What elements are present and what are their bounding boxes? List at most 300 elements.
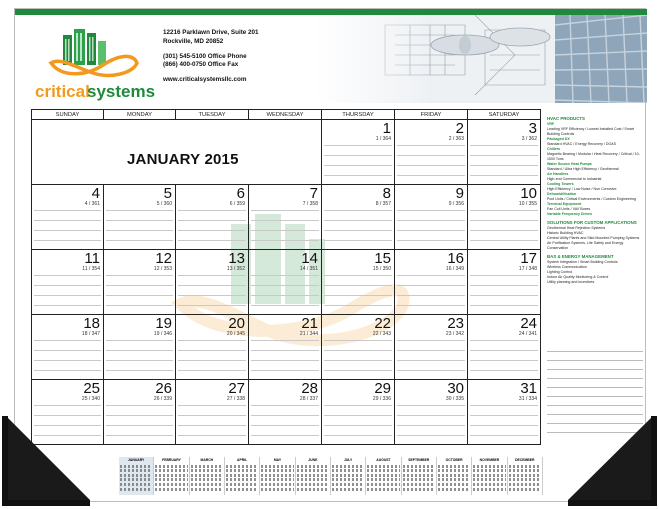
hvac-item-heading: Water Source Heat Pumps bbox=[547, 162, 592, 166]
day-number: 1 bbox=[382, 120, 391, 137]
blueprint-photo bbox=[315, 15, 647, 103]
writing-line bbox=[106, 230, 173, 231]
julian-day: 30 / 335 bbox=[445, 396, 464, 402]
writing-line bbox=[324, 435, 392, 436]
mini-calendar-january bbox=[119, 457, 154, 495]
day-number: 17 bbox=[520, 250, 537, 267]
day-cell[interactable] bbox=[104, 380, 176, 445]
mini-calendar-week-row bbox=[120, 474, 152, 477]
day-cell[interactable] bbox=[468, 380, 540, 445]
day-header-tuesday: TUESDAY bbox=[176, 110, 249, 120]
writing-line bbox=[397, 415, 465, 416]
writing-line bbox=[470, 405, 538, 406]
day-header-wednesday: WEDNESDAY bbox=[249, 110, 322, 120]
writing-line bbox=[397, 305, 465, 306]
day-cell[interactable] bbox=[322, 185, 395, 250]
julian-day: 7 / 358 bbox=[302, 201, 318, 207]
day-cell[interactable] bbox=[468, 120, 540, 185]
writing-line bbox=[178, 275, 246, 276]
writing-line bbox=[397, 210, 465, 211]
hvac-item-heading: Chillers bbox=[547, 147, 561, 151]
mini-calendar-week-row bbox=[438, 483, 470, 486]
writing-line bbox=[397, 425, 465, 426]
writing-line bbox=[324, 275, 392, 276]
writing-line bbox=[106, 285, 173, 286]
mini-calendar-week-row bbox=[191, 478, 223, 481]
day-number: 19 bbox=[155, 315, 172, 332]
writing-line bbox=[178, 425, 246, 426]
writing-line bbox=[34, 360, 101, 361]
mini-calendar-week-row bbox=[155, 478, 187, 481]
day-number: 16 bbox=[447, 250, 464, 267]
writing-line bbox=[106, 220, 173, 221]
day-number: 14 bbox=[301, 250, 318, 267]
writing-line bbox=[34, 210, 101, 211]
mini-calendar-week-row bbox=[473, 483, 505, 486]
day-number: 21 bbox=[301, 315, 318, 332]
writing-line bbox=[34, 305, 101, 306]
mini-calendar-week-row bbox=[155, 465, 187, 468]
mini-calendar-week-row bbox=[261, 465, 293, 468]
hvac-item-text: Fan Coil Units / VAV Boxes bbox=[547, 207, 591, 211]
day-number: 27 bbox=[228, 380, 245, 397]
writing-line bbox=[251, 220, 319, 221]
bas-item: Indoor Air Quality Monitoring & Control bbox=[547, 275, 609, 279]
custom-application-item: Geothermal Heat Rejection Systems bbox=[547, 226, 606, 230]
writing-line bbox=[397, 405, 465, 406]
mini-calendar-week-row bbox=[261, 488, 293, 491]
mini-calendar-month-name: JULY bbox=[343, 458, 353, 462]
julian-day: 29 / 336 bbox=[372, 396, 391, 402]
julian-day: 20 / 345 bbox=[226, 331, 245, 337]
writing-line bbox=[106, 370, 173, 371]
mini-calendar-week-row bbox=[509, 469, 541, 472]
mini-calendar-week-row bbox=[367, 488, 399, 491]
day-number: 9 bbox=[455, 185, 464, 202]
writing-line bbox=[470, 165, 538, 166]
bas-item: Utility planning and incentives bbox=[547, 280, 595, 284]
mini-calendar-week-row bbox=[261, 474, 293, 477]
mini-calendar-week-row bbox=[509, 474, 541, 477]
mini-calendar-week-row bbox=[438, 488, 470, 491]
day-cell[interactable] bbox=[322, 315, 395, 380]
julian-day: 8 / 357 bbox=[375, 201, 391, 207]
writing-line bbox=[178, 370, 246, 371]
writing-line bbox=[470, 275, 538, 276]
day-cell[interactable] bbox=[104, 315, 176, 380]
mini-calendar-week-row bbox=[155, 474, 187, 477]
writing-line bbox=[178, 340, 246, 341]
julian-day: 24 / 341 bbox=[518, 331, 537, 337]
day-number: 30 bbox=[447, 380, 464, 397]
mini-calendar-week-row bbox=[120, 483, 152, 486]
mini-calendar-april bbox=[225, 457, 260, 495]
mini-calendar-week-row bbox=[332, 465, 364, 468]
mini-calendar-week-row bbox=[226, 474, 258, 477]
writing-line bbox=[34, 220, 101, 221]
day-number: 28 bbox=[301, 380, 318, 397]
writing-line bbox=[106, 405, 173, 406]
julian-day: 3 / 362 bbox=[521, 136, 537, 142]
writing-line bbox=[324, 425, 392, 426]
writing-line bbox=[324, 340, 392, 341]
fax-number: (866) 400-0750 Office Fax bbox=[163, 61, 239, 69]
day-cell[interactable] bbox=[249, 315, 322, 380]
mini-calendar-week-row bbox=[155, 483, 187, 486]
writing-line bbox=[324, 285, 392, 286]
mini-calendar-week-row bbox=[403, 469, 435, 472]
writing-line bbox=[178, 435, 246, 436]
day-cell[interactable] bbox=[322, 120, 395, 185]
day-number: 26 bbox=[155, 380, 172, 397]
julian-day: 6 / 359 bbox=[229, 201, 245, 207]
day-cell[interactable] bbox=[249, 380, 322, 445]
writing-line bbox=[178, 360, 246, 361]
writing-line bbox=[106, 305, 173, 306]
mini-calendar-week-row bbox=[191, 474, 223, 477]
address-line-1: 12216 Parklawn Drive, Suite 201 bbox=[163, 29, 259, 36]
contact-block bbox=[163, 29, 303, 85]
writing-line bbox=[178, 415, 246, 416]
writing-line bbox=[470, 175, 538, 176]
writing-line bbox=[178, 240, 246, 241]
brand-name-part2: systems bbox=[87, 82, 156, 101]
mini-calendar-week-row bbox=[120, 465, 152, 468]
day-cell[interactable] bbox=[104, 250, 176, 315]
julian-day: 25 / 340 bbox=[81, 396, 100, 402]
hvac-item-heading: Terminal Equipment bbox=[547, 202, 582, 206]
mini-calendar-month-name: DECEMBER bbox=[515, 458, 535, 462]
mini-calendar-month-name: JANUARY bbox=[128, 458, 145, 462]
mini-calendar-week-row bbox=[403, 474, 435, 477]
mini-calendar-week-row bbox=[473, 488, 505, 491]
day-number: 10 bbox=[520, 185, 537, 202]
writing-line bbox=[251, 370, 319, 371]
writing-line bbox=[470, 220, 538, 221]
day-cell[interactable] bbox=[176, 380, 249, 445]
mini-calendar-week-row bbox=[473, 469, 505, 472]
writing-line bbox=[106, 415, 173, 416]
mini-calendar-week-row bbox=[473, 478, 505, 481]
day-cell[interactable] bbox=[468, 250, 540, 315]
julian-day: 21 / 344 bbox=[299, 331, 318, 337]
writing-line bbox=[34, 295, 101, 296]
day-number: 18 bbox=[83, 315, 100, 332]
mini-calendar-week-row bbox=[155, 488, 187, 491]
day-header-friday: FRIDAY bbox=[395, 110, 468, 120]
mini-calendar-week-row bbox=[367, 465, 399, 468]
bas-energy-heading: BAS & ENERGY MANAGEMENT bbox=[547, 254, 614, 259]
writing-line bbox=[106, 435, 173, 436]
day-cell[interactable] bbox=[395, 250, 468, 315]
writing-line bbox=[34, 370, 101, 371]
writing-line bbox=[397, 295, 465, 296]
writing-line bbox=[470, 240, 538, 241]
mini-calendar-week-row bbox=[226, 483, 258, 486]
writing-line bbox=[324, 295, 392, 296]
writing-line bbox=[470, 425, 538, 426]
mini-calendar-week-row bbox=[473, 474, 505, 477]
julian-day: 12 / 353 bbox=[153, 266, 172, 272]
writing-line bbox=[397, 240, 465, 241]
mini-calendar-may bbox=[260, 457, 295, 495]
julian-day: 23 / 342 bbox=[445, 331, 464, 337]
writing-line bbox=[470, 210, 538, 211]
writing-line bbox=[251, 305, 319, 306]
day-cell[interactable] bbox=[32, 185, 104, 250]
hvac-item-text: Leading VRF Efficiency / Lowest Installed Cost / Smart Building Controls bbox=[547, 127, 635, 136]
services-panel bbox=[547, 113, 645, 285]
writing-line bbox=[470, 435, 538, 436]
writing-line bbox=[470, 340, 538, 341]
day-number: 23 bbox=[447, 315, 464, 332]
mini-calendar-week-row bbox=[297, 483, 329, 486]
day-cell[interactable] bbox=[249, 185, 322, 250]
writing-line bbox=[470, 350, 538, 351]
writing-line bbox=[178, 220, 246, 221]
julian-day: 26 / 339 bbox=[153, 396, 172, 402]
day-header-saturday: SATURDAY bbox=[468, 110, 540, 120]
mini-calendar-week-row bbox=[226, 469, 258, 472]
month-title: JANUARY 2015 bbox=[127, 151, 239, 168]
writing-line bbox=[324, 360, 392, 361]
hvac-item-text: Standard HVAC / Energy Recovery / DOAS bbox=[547, 142, 617, 146]
writing-line bbox=[470, 305, 538, 306]
julian-day: 14 / 351 bbox=[299, 266, 318, 272]
mini-calendar-week-row bbox=[509, 483, 541, 486]
julian-day: 17 / 348 bbox=[518, 266, 537, 272]
hvac-products-heading: HVAC PRODUCTS bbox=[547, 116, 585, 121]
day-cell[interactable] bbox=[32, 315, 104, 380]
mini-calendar-week-row bbox=[155, 469, 187, 472]
writing-line bbox=[397, 370, 465, 371]
julian-day: 19 / 346 bbox=[153, 331, 172, 337]
custom-application-item: Historic Building HVAC bbox=[547, 231, 584, 235]
mini-calendar-week-row bbox=[297, 465, 329, 468]
mini-calendar-month-name: JUNE bbox=[308, 458, 318, 462]
mini-calendar-week-row bbox=[367, 483, 399, 486]
julian-day: 9 / 356 bbox=[448, 201, 464, 207]
writing-line bbox=[324, 305, 392, 306]
day-header-monday: MONDAY bbox=[104, 110, 176, 120]
writing-line bbox=[106, 360, 173, 361]
writing-line bbox=[470, 295, 538, 296]
writing-line bbox=[251, 230, 319, 231]
writing-line bbox=[397, 275, 465, 276]
mini-calendar-week-row bbox=[191, 483, 223, 486]
mini-calendar-week-row bbox=[297, 474, 329, 477]
writing-line bbox=[178, 230, 246, 231]
writing-line bbox=[324, 230, 392, 231]
writing-line bbox=[106, 340, 173, 341]
company-logo bbox=[33, 27, 159, 105]
mini-calendar-month-name: NOVEMBER bbox=[479, 458, 500, 462]
hvac-item-text: Magnetic Bearing / Modular / Heat Recovery / Critical / 10-1000 Tons bbox=[547, 152, 640, 161]
brand-name-part1: critical bbox=[35, 82, 90, 101]
day-number: 20 bbox=[228, 315, 245, 332]
day-cell[interactable] bbox=[322, 380, 395, 445]
writing-line bbox=[251, 435, 319, 436]
day-number: 5 bbox=[163, 185, 172, 202]
writing-line bbox=[324, 405, 392, 406]
writing-line bbox=[106, 295, 173, 296]
mini-calendar-month-name: FEBRUARY bbox=[162, 458, 181, 462]
mini-calendar-week-row bbox=[332, 474, 364, 477]
writing-line bbox=[178, 405, 246, 406]
mini-calendar-december bbox=[508, 457, 543, 495]
julian-day: 13 / 352 bbox=[226, 266, 245, 272]
day-cell[interactable] bbox=[176, 250, 249, 315]
mini-calendar-month-name: SEPTEMBER bbox=[408, 458, 430, 462]
writing-line bbox=[106, 350, 173, 351]
mini-calendar-week-row bbox=[332, 488, 364, 491]
phone-number: (301) 545-5100 Office Phone bbox=[163, 52, 247, 60]
writing-line bbox=[251, 415, 319, 416]
mini-calendar-week-row bbox=[191, 488, 223, 491]
mini-calendar-week-row bbox=[120, 488, 152, 491]
julian-day: 2 / 363 bbox=[448, 136, 464, 142]
hvac-item-heading: Cooling Towers bbox=[547, 182, 574, 186]
custom-application-item: Central Utility Plants and Skid Mounted Pumping Systems bbox=[547, 236, 640, 240]
mini-calendar-week-row bbox=[332, 478, 364, 481]
hvac-item-text: High-end Commercial to Industrial bbox=[547, 177, 602, 181]
writing-line bbox=[324, 370, 392, 371]
writing-line bbox=[251, 360, 319, 361]
mini-calendar-week-row bbox=[403, 465, 435, 468]
julian-day: 31 / 334 bbox=[518, 396, 537, 402]
mini-calendar-week-row bbox=[120, 469, 152, 472]
julian-day: 5 / 360 bbox=[156, 201, 172, 207]
julian-day: 28 / 337 bbox=[299, 396, 318, 402]
writing-line bbox=[397, 165, 465, 166]
day-cell[interactable] bbox=[32, 250, 104, 315]
mini-calendar-week-row bbox=[297, 469, 329, 472]
mini-calendar-week-row bbox=[226, 465, 258, 468]
calendar-grid bbox=[31, 109, 541, 445]
day-header-thursday: THURSDAY bbox=[322, 110, 395, 120]
day-cell[interactable] bbox=[395, 120, 468, 185]
writing-line bbox=[178, 305, 246, 306]
day-number: 4 bbox=[91, 185, 100, 202]
day-cell[interactable] bbox=[176, 315, 249, 380]
writing-line bbox=[178, 295, 246, 296]
writing-line bbox=[397, 145, 465, 146]
day-cell[interactable] bbox=[176, 185, 249, 250]
day-header-sunday: SUNDAY bbox=[32, 110, 104, 120]
hvac-item-heading: Air Handlers bbox=[547, 172, 569, 176]
writing-line bbox=[34, 240, 101, 241]
julian-day: 27 / 338 bbox=[226, 396, 245, 402]
writing-line bbox=[470, 370, 538, 371]
mini-calendar-week-row bbox=[297, 478, 329, 481]
buildings-icon bbox=[63, 29, 106, 65]
writing-line bbox=[324, 155, 392, 156]
writing-line bbox=[324, 145, 392, 146]
mini-calendar-week-row bbox=[438, 474, 470, 477]
custom-applications-heading: SOLUTIONS FOR CUSTOM APPLICATIONS bbox=[547, 220, 637, 225]
mini-calendar-month-name: AUGUST bbox=[376, 458, 391, 462]
mini-calendar-week-row bbox=[438, 469, 470, 472]
writing-line bbox=[178, 350, 246, 351]
writing-line bbox=[470, 230, 538, 231]
julian-day: 1 / 364 bbox=[375, 136, 391, 142]
writing-line bbox=[34, 350, 101, 351]
mini-calendar-week-row bbox=[120, 478, 152, 481]
writing-line bbox=[178, 285, 246, 286]
writing-line bbox=[106, 275, 173, 276]
desk-pad-sheet bbox=[14, 8, 646, 502]
mini-calendar-week-row bbox=[509, 465, 541, 468]
mini-calendar-september bbox=[402, 457, 437, 495]
mini-calendar-week-row bbox=[332, 483, 364, 486]
julian-day: 22 / 343 bbox=[372, 331, 391, 337]
mini-calendar-week-row bbox=[367, 469, 399, 472]
mini-calendar-week-row bbox=[261, 483, 293, 486]
writing-line bbox=[251, 295, 319, 296]
mini-calendar-week-row bbox=[367, 474, 399, 477]
julian-day: 15 / 350 bbox=[372, 266, 391, 272]
writing-line bbox=[251, 275, 319, 276]
mini-calendar-week-row bbox=[509, 478, 541, 481]
writing-line bbox=[470, 285, 538, 286]
writing-line bbox=[251, 405, 319, 406]
day-cell[interactable] bbox=[249, 250, 322, 315]
day-number: 24 bbox=[520, 315, 537, 332]
day-cell[interactable] bbox=[395, 380, 468, 445]
mini-calendar-week-row bbox=[191, 465, 223, 468]
hvac-item-heading: Dehumidification bbox=[547, 192, 577, 196]
mini-calendar-july bbox=[331, 457, 366, 495]
julian-day: 16 / 349 bbox=[445, 266, 464, 272]
mini-calendar-week-row bbox=[403, 488, 435, 491]
writing-line bbox=[178, 210, 246, 211]
day-cell[interactable] bbox=[468, 315, 540, 380]
mini-calendar-week-row bbox=[226, 488, 258, 491]
website: www.criticalsystemsllc.com bbox=[163, 76, 247, 84]
day-number: 6 bbox=[236, 185, 245, 202]
writing-line bbox=[251, 240, 319, 241]
writing-line bbox=[251, 340, 319, 341]
mini-calendar-august bbox=[366, 457, 401, 495]
day-number: 13 bbox=[228, 250, 245, 267]
day-cell[interactable] bbox=[395, 315, 468, 380]
mini-calendar-month-name: MAY bbox=[273, 458, 282, 462]
writing-line bbox=[324, 350, 392, 351]
mini-calendar-november bbox=[472, 457, 507, 495]
writing-line bbox=[251, 350, 319, 351]
julian-day: 10 / 355 bbox=[518, 201, 537, 207]
day-cell[interactable] bbox=[395, 185, 468, 250]
mini-calendar-week-row bbox=[509, 488, 541, 491]
day-number: 22 bbox=[374, 315, 391, 332]
writing-line bbox=[34, 285, 101, 286]
mini-calendar-march bbox=[190, 457, 225, 495]
day-cell[interactable] bbox=[104, 185, 176, 250]
julian-day: 4 / 361 bbox=[84, 201, 100, 207]
mini-calendar-week-row bbox=[261, 469, 293, 472]
writing-line bbox=[324, 415, 392, 416]
day-number: 8 bbox=[382, 185, 391, 202]
writing-line bbox=[397, 360, 465, 361]
hvac-item-text: Standard / Ultra High Efficiency / Geothermal bbox=[547, 167, 619, 171]
day-cell[interactable] bbox=[322, 250, 395, 315]
day-cell[interactable] bbox=[468, 185, 540, 250]
writing-line bbox=[397, 350, 465, 351]
day-number: 31 bbox=[520, 380, 537, 397]
bas-item: System Integration / Smart Building Controls bbox=[547, 260, 618, 264]
mini-calendar-week-row bbox=[403, 478, 435, 481]
writing-line bbox=[397, 230, 465, 231]
